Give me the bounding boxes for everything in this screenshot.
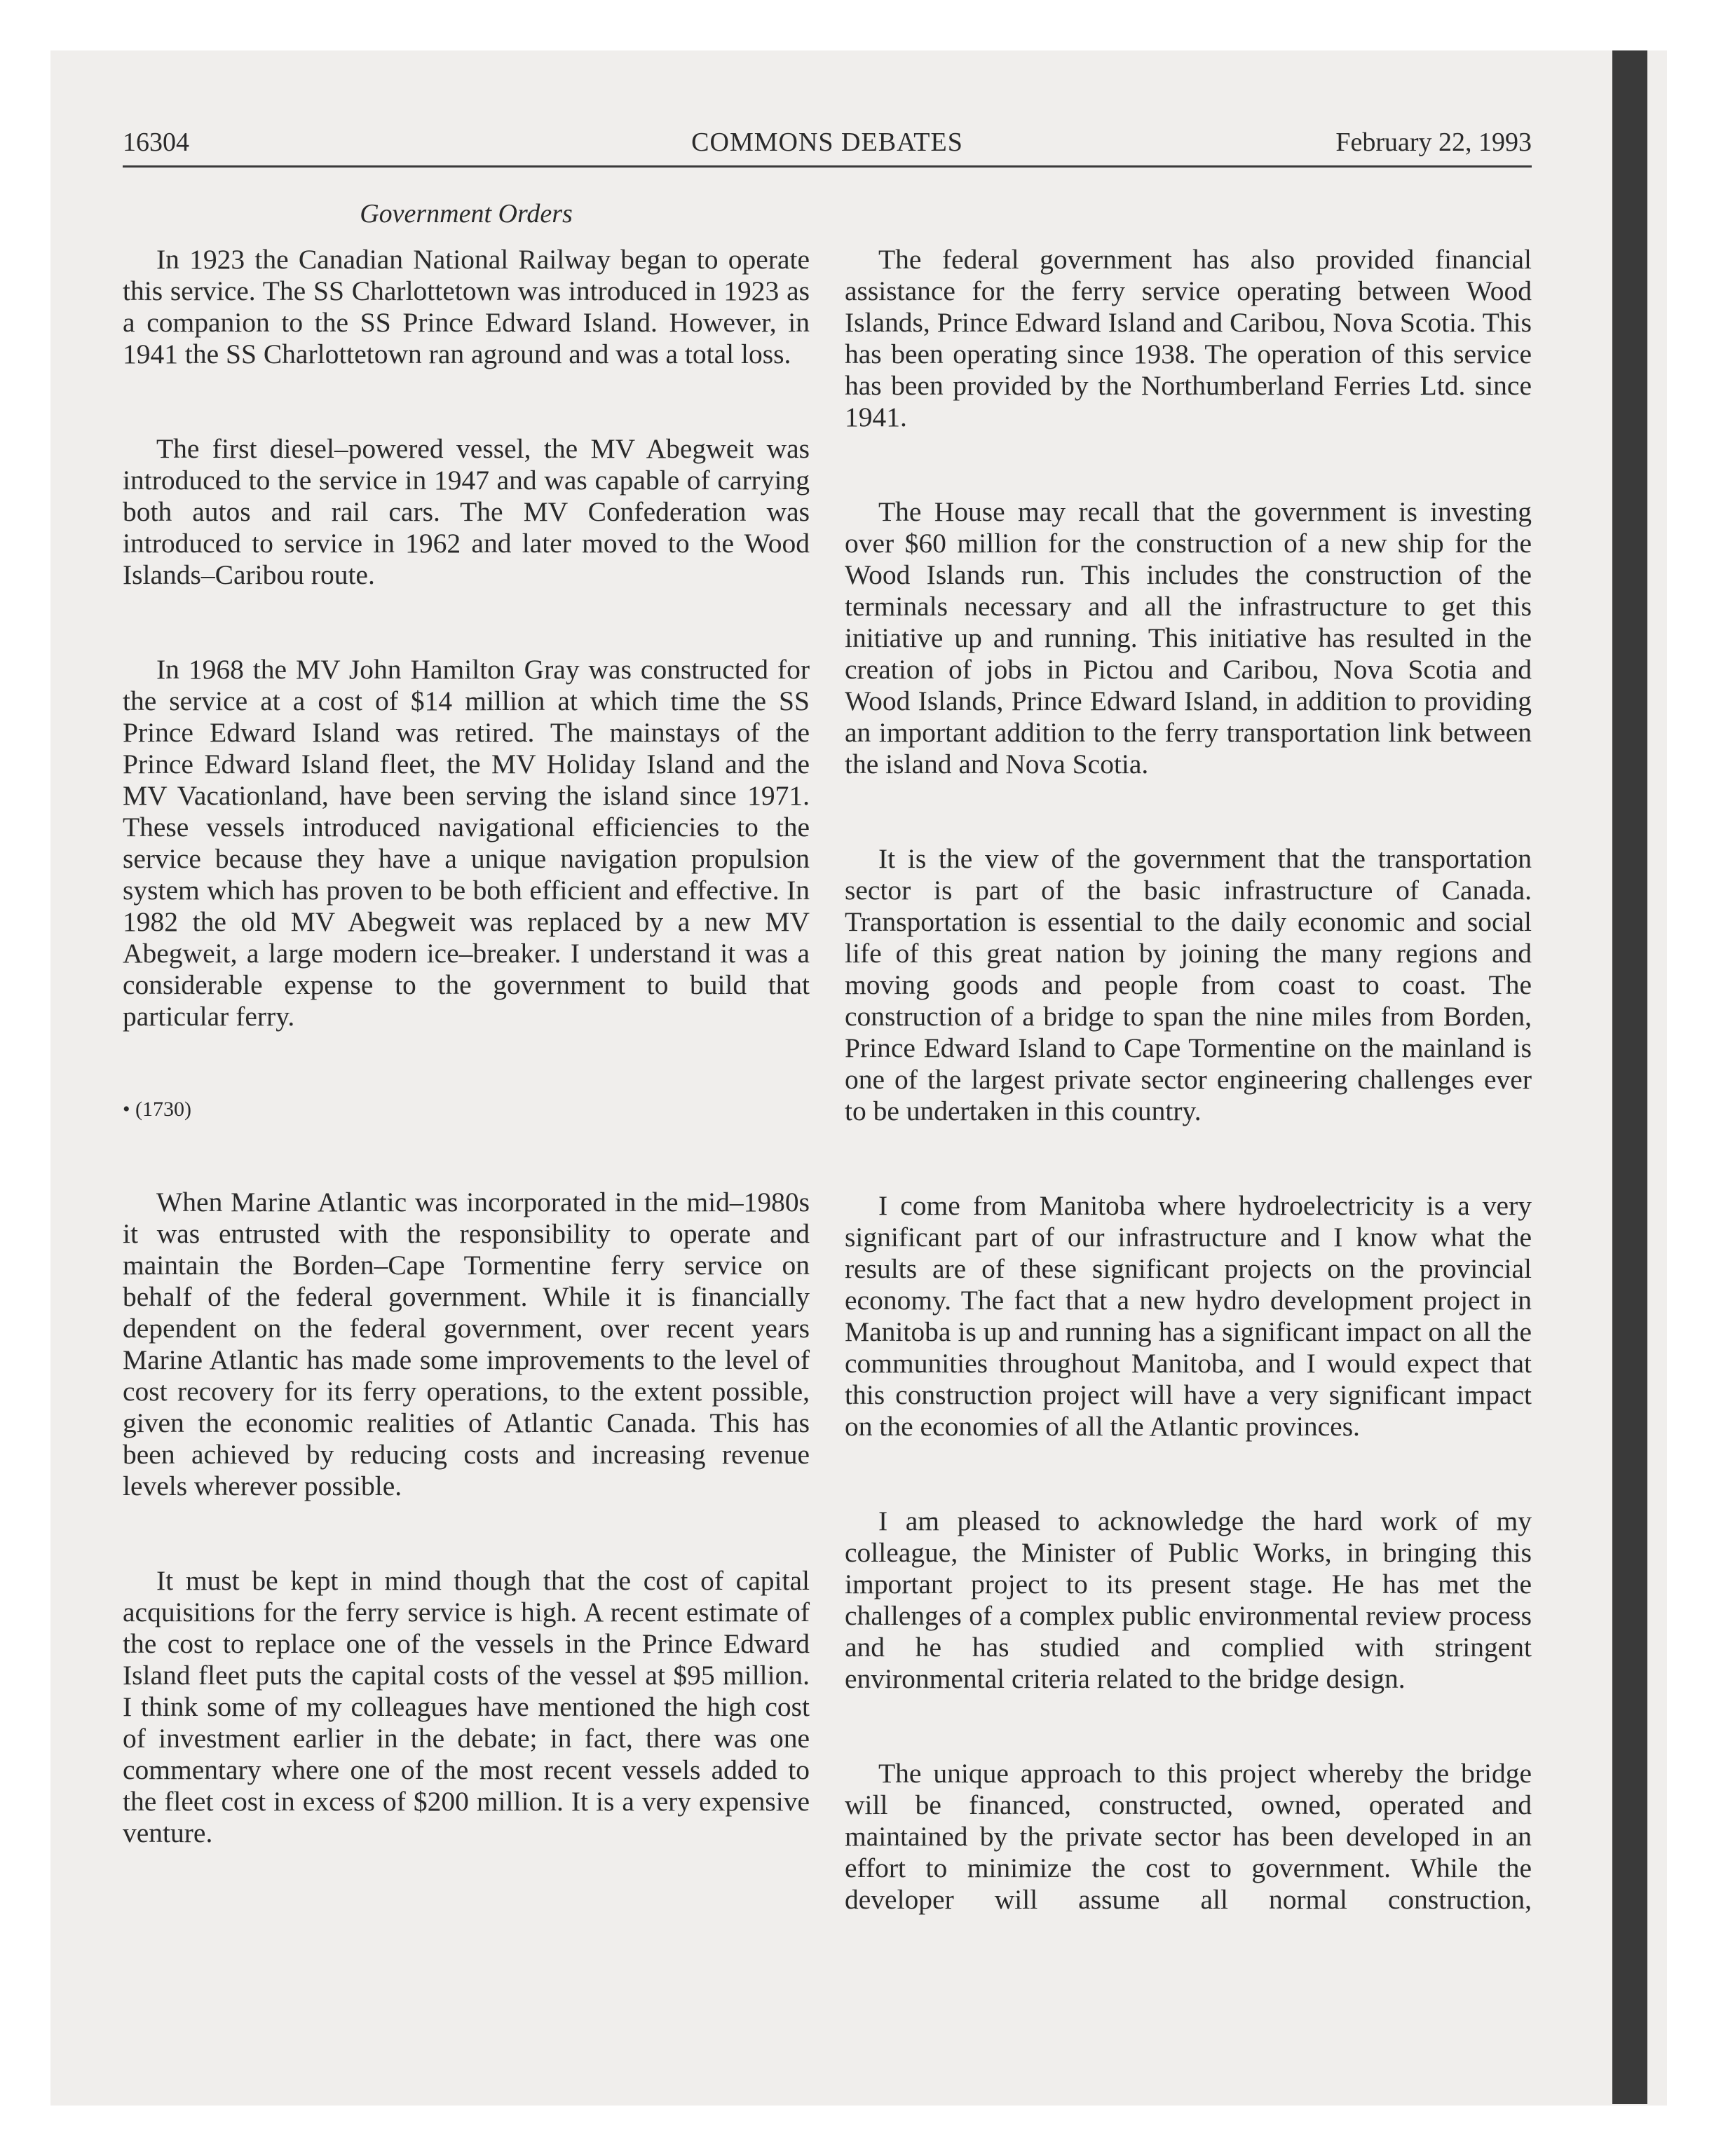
scan-edge-bar [1612,50,1647,2104]
time-marker: • (1730) [123,1098,191,1121]
paragraph: In 1968 the MV John Hamilton Gray was constructed for the service at a cost of $14 million at which time the SS Prince Edward Island was retired. The mainstays of the Prince Edward Island fleet, the MV Holiday Island and the MV Vacationland, have been serving the island since 1971. These vessels introduced navigational efficiencies to the service because they have a unique navigation propulsion system which has proven to be both efficient and effective. In 1982 the old MV Abegweit was replaced by a new MV Abegweit, a large modern ice–breaker. I understand it was a considerable expense to the government to build that particular ferry. [123,654,810,1032]
page-number: 16304 [123,128,189,157]
section-title: Government Orders [360,199,573,228]
paragraph: The House may recall that the government is investing over $60 million for the construction of a new ship for the Wood Islands run. This includes the construction of the terminals necessary and all the infrastructure to get this initiative up and running. This initiative has resulted in the creation of jobs in Pictou and Caribou, Nova Scotia and Wood Islands, Prince Edward Island, in addition to providing an important addition to the ferry transportation link between the island and Nova Scotia. [845,496,1532,779]
page-header [123,123,1532,165]
paragraph: In 1923 the Canadian National Railway began to operate this service. The SS Charlottetown was introduced in 1923 as a companion to the SS Prince Edward Island. However, in 1941 the SS Charlottetown ran aground and was a total loss. [123,244,810,369]
right-column [845,244,1532,1916]
left-column [123,244,810,1849]
page-date: February 22, 1993 [1335,128,1532,157]
paragraph: I come from Manitoba where hydroelectricity is a very significant part of our infrastructure and I know what the results are of these significant projects on the provincial economy. The fact that a new hydro development project in Manitoba is up and running has a significant impact on all the communities throughout Manitoba, and I would expect that this construction project will have a very significant impact on the economies of all the Atlantic provinces. [845,1190,1532,1442]
publication-title: COMMONS DEBATES [691,128,963,157]
paragraph: It is the view of the government that the transportation sector is part of the basic infrastructure of Canada. Transportation is essential to the daily economic and social life of this great nation by joining the many regions and moving goods and people from coast to coast. The construction of a bridge to span the nine miles from Borden, Prince Edward Island to Cape Tormentine on the mainland is one of the largest private sector engineering challenges ever to be undertaken in this country. [845,843,1532,1126]
paragraph: The federal government has also provided financial assistance for the ferry service operating between Wood Islands, Prince Edward Island and Caribou, Nova Scotia. This has been operating since 1938. The operation of this service has been provided by the Northumberland Ferries Ltd. since 1941. [845,244,1532,432]
paragraph: The unique approach to this project whereby the bridge will be financed, constructed, owned, operated and maintained by the private sector has been developed in an effort to minimize the cost to government. While the developer will assume all normal construction, [845,1758,1532,1915]
paragraph: When Marine Atlantic was incorporated in the mid–1980s it was entrusted with the responsibility to operate and maintain the Borden–Cape Tormentine ferry service on behalf of the federal government. While it is financially dependent on the federal government, over recent years Marine Atlantic has made some improvements to the level of cost recovery for its ferry operations, to the extent possible, given the economic realities of Atlantic Canada. This has been achieved by reducing costs and increasing revenue levels wherever possible. [123,1187,810,1501]
paragraph: The first diesel–powered vessel, the MV Abegweit was introduced to the service in 1947 and was capable of carrying both autos and rail cars. The MV Confederation was introduced to service in 1962 and later moved to the Wood Islands–Caribou route. [123,433,810,590]
header-rule [123,165,1532,168]
paragraph: It must be kept in mind though that the cost of capital acquisitions for the ferry service is high. A recent estimate of the cost to replace one of the vessels in the Prince Edward Island fleet puts the capital costs of the vessel at $95 million. I think some of my colleagues have mentioned the high cost of investment earlier in the debate; in fact, there was one commentary where one of the most recent vessels added to the fleet cost in excess of $200 million. It is a very expensive venture. [123,1565,810,1848]
paragraph: I am pleased to acknowledge the hard work of my colleague, the Minister of Public Works, in bringing this important project to its present stage. He has met the challenges of a complex public environmental review process and he has studied and complied with stringent environmental criteria related to the bridge design. [845,1506,1532,1694]
